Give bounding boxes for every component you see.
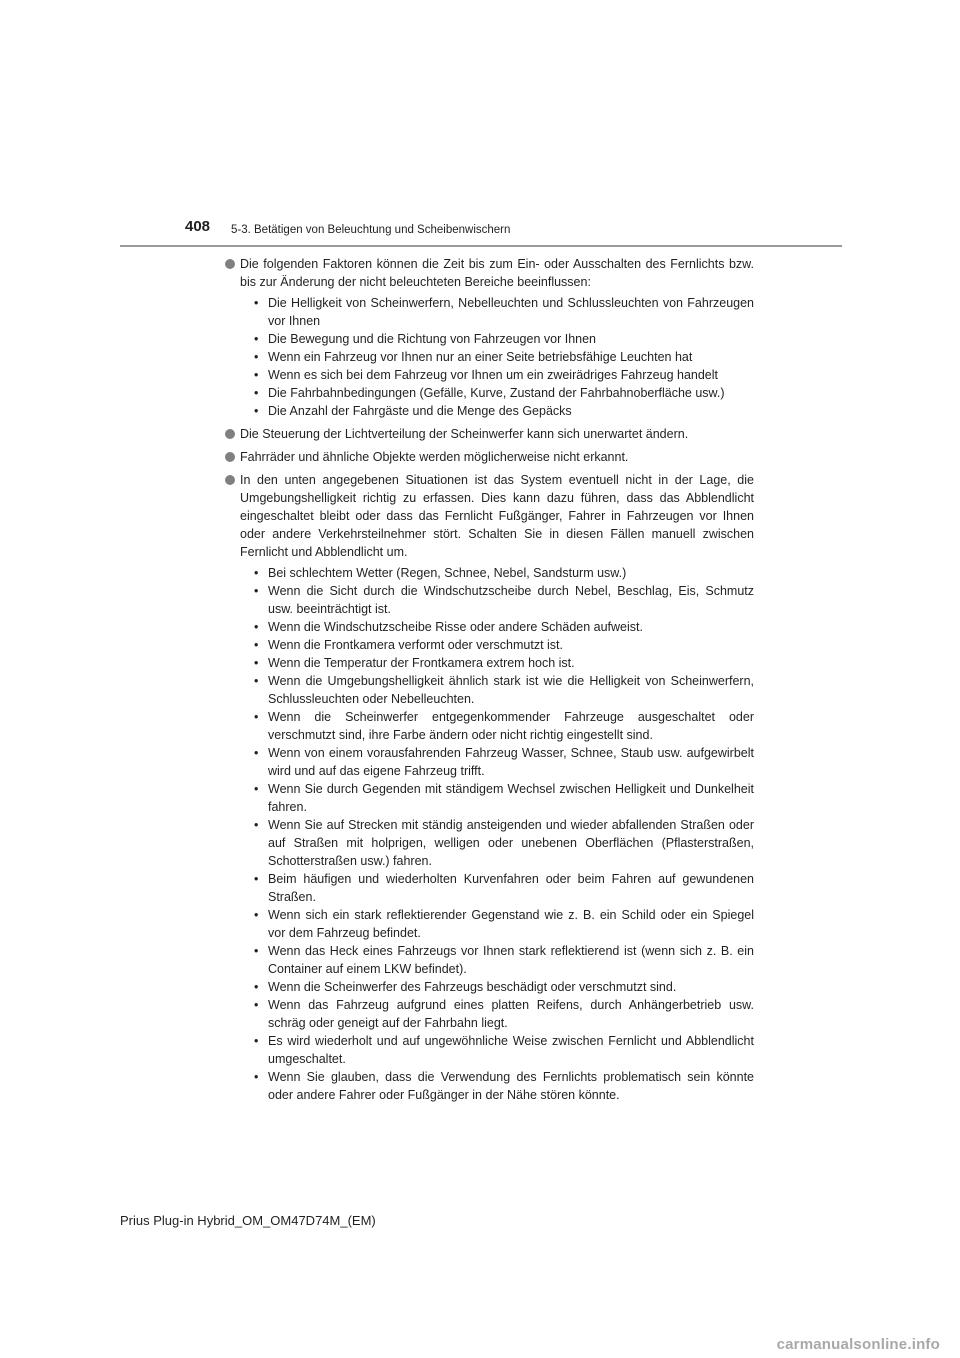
dot-bullet-icon: • <box>254 818 259 832</box>
list-item-text: Wenn Sie auf Strecken mit ständig ansteigenden und wieder abfallenden Straßen oder auf Straßen mit holprigen, welligen oder unebenen Oberflächen (Pflasterstraßen, Schotterstraßen usw.) fahren. <box>268 818 754 868</box>
list-item-text: Die Bewegung und die Richtung von Fahrzeugen vor Ihnen <box>268 332 596 346</box>
dot-bullet-icon: • <box>254 566 259 580</box>
paragraph-bicycles <box>222 448 754 466</box>
list-item <box>254 780 754 816</box>
list-item <box>254 636 754 654</box>
list-item-text: Wenn die Frontkamera verformt oder verschmutzt ist. <box>268 638 564 652</box>
main-content <box>222 255 754 1109</box>
paragraph-text: Die Steuerung der Lichtverteilung der Scheinwerfer kann sich unerwartet ändern. <box>240 427 689 441</box>
section-title: 5-3. Betätigen von Beleuchtung und Scheibenwischern <box>231 224 511 236</box>
list-item <box>254 294 754 330</box>
dot-bullet-icon: • <box>254 980 259 994</box>
paragraph-text: Fahrräder und ähnliche Objekte werden möglicherweise nicht erkannt. <box>240 450 629 464</box>
circle-bullet-icon <box>225 475 235 485</box>
dot-bullet-icon: • <box>254 1070 259 1084</box>
circle-bullet-icon <box>225 452 235 462</box>
list-item <box>254 654 754 672</box>
list-item-text: Die Helligkeit von Scheinwerfern, Nebelleuchten und Schlussleuchten von Fahrzeugen vor Ihnen <box>268 296 754 328</box>
list-item <box>254 618 754 636</box>
dot-bullet-icon: • <box>254 296 259 310</box>
list-item <box>254 870 754 906</box>
footer-doc-id: Prius Plug-in Hybrid_OM_OM47D74M_(EM) <box>120 1213 376 1228</box>
list-item <box>254 906 754 942</box>
dot-bullet-icon: • <box>254 332 259 346</box>
dot-bullet-icon: • <box>254 908 259 922</box>
dot-bullet-icon: • <box>254 620 259 634</box>
list-item-text: Wenn Sie durch Gegenden mit ständigem Wechsel zwischen Helligkeit und Dunkelheit fahren. <box>268 782 754 814</box>
list-item <box>254 330 754 348</box>
dot-bullet-icon: • <box>254 404 259 418</box>
dot-bullet-icon: • <box>254 584 259 598</box>
dot-bullet-icon: • <box>254 368 259 382</box>
list-item-text: Wenn die Windschutzscheibe Risse oder andere Schäden aufweist. <box>268 620 643 634</box>
paragraph-light-distribution <box>222 425 754 443</box>
list-item-text: Wenn Sie glauben, dass die Verwendung des Fernlichts problematisch sein könnte oder andere Fahrer oder Fußgänger in der Nähe stören könnte. <box>268 1070 754 1102</box>
page-number: 408 <box>185 218 211 235</box>
dot-bullet-icon: • <box>254 998 259 1012</box>
list-item-text: Wenn von einem vorausfahrenden Fahrzeug Wasser, Schnee, Staub usw. aufgewirbelt wird und auf das eigene Fahrzeug trifft. <box>268 746 754 778</box>
list-item-text: Wenn das Fahrzeug aufgrund eines platten Reifens, durch Anhängerbetrieb usw. schräg oder geneigt auf der Fahrbahn liegt. <box>268 998 754 1030</box>
paragraph-text: In den unten angegebenen Situationen ist das System eventuell nicht in der Lage, die Umgebungshelligkeit richtig zu erfassen. Dies kann dazu führen, dass das Abblendlicht eingeschaltet bleibt oder dass das Fernlicht Fußgänger, Fahrer in Fahrzeugen vor Ihnen oder andere Verkehrsteilnehmer stört. Schalten Sie in diesen Fällen manuell zwischen Fernlicht und Abblendlicht um. <box>240 473 754 559</box>
dot-bullet-icon: • <box>254 350 259 364</box>
paragraph-factors <box>222 255 754 420</box>
list-item-text: Wenn das Heck eines Fahrzeugs vor Ihnen stark reflektierend ist (wenn sich z. B. ein Container auf einem LKW befindet). <box>268 944 754 976</box>
list-item-text: Bei schlechtem Wetter (Regen, Schnee, Nebel, Sandsturm usw.) <box>268 566 627 580</box>
list-item-text: Es wird wiederholt und auf ungewöhnliche Weise zwischen Fernlicht und Abblendlicht umgeschaltet. <box>268 1034 754 1066</box>
watermark: carmanualsonline.info <box>776 1336 940 1353</box>
list-item <box>254 348 754 366</box>
paragraph-situations <box>222 471 754 1104</box>
circle-bullet-icon <box>225 259 235 269</box>
list-item <box>254 942 754 978</box>
list-item-text: Wenn die Temperatur der Frontkamera extrem hoch ist. <box>268 656 575 670</box>
list-item <box>254 384 754 402</box>
list-item <box>254 402 754 420</box>
dot-bullet-icon: • <box>254 674 259 688</box>
list-item <box>254 816 754 870</box>
situation-list <box>240 564 754 1104</box>
dot-bullet-icon: • <box>254 944 259 958</box>
list-item <box>254 708 754 744</box>
circle-bullet-icon <box>225 429 235 439</box>
list-item <box>254 744 754 780</box>
paragraph-text: Die folgenden Faktoren können die Zeit bis zum Ein- oder Ausschalten des Fernlichts bzw. bis zur Änderung der nicht beleuchteten Bereiche beeinflussen: <box>240 257 754 289</box>
dot-bullet-icon: • <box>254 872 259 886</box>
list-item <box>254 996 754 1032</box>
list-item-text: Wenn die Scheinwerfer entgegenkommender Fahrzeuge ausgeschaltet oder verschmutzt sind, ihre Farbe ändern oder nicht richtig eingestellt sind. <box>268 710 754 742</box>
dot-bullet-icon: • <box>254 386 259 400</box>
list-item <box>254 564 754 582</box>
list-item-text: Wenn die Sicht durch die Windschutzscheibe durch Nebel, Beschlag, Eis, Schmutz usw. beeinträchtigt ist. <box>268 584 754 616</box>
list-item <box>254 582 754 618</box>
list-item-text: Wenn ein Fahrzeug vor Ihnen nur an einer Seite betriebsfähige Leuchten hat <box>268 350 693 364</box>
dot-bullet-icon: • <box>254 656 259 670</box>
header-divider <box>120 245 842 247</box>
list-item-text: Beim häufigen und wiederholten Kurvenfahren oder beim Fahren auf gewundenen Straßen. <box>268 872 754 904</box>
dot-bullet-icon: • <box>254 782 259 796</box>
factor-list <box>240 294 754 420</box>
list-item <box>254 672 754 708</box>
list-item-text: Die Anzahl der Fahrgäste und die Menge des Gepäcks <box>268 404 572 418</box>
list-item <box>254 978 754 996</box>
dot-bullet-icon: • <box>254 638 259 652</box>
list-item <box>254 1032 754 1068</box>
list-item-text: Wenn die Scheinwerfer des Fahrzeugs beschädigt oder verschmutzt sind. <box>268 980 677 994</box>
list-item <box>254 366 754 384</box>
list-item-text: Wenn sich ein stark reflektierender Gegenstand wie z. B. ein Schild oder ein Spiegel vor dem Fahrzeug befindet. <box>268 908 754 940</box>
dot-bullet-icon: • <box>254 1034 259 1048</box>
list-item-text: Wenn die Umgebungshelligkeit ähnlich stark ist wie die Helligkeit von Scheinwerfern, Schlussleuchten oder Nebelleuchten. <box>268 674 754 706</box>
list-item-text: Wenn es sich bei dem Fahrzeug vor Ihnen um ein zweirädriges Fahrzeug handelt <box>268 368 719 382</box>
list-item-text: Die Fahrbahnbedingungen (Gefälle, Kurve, Zustand der Fahrbahnoberfläche usw.) <box>268 386 725 400</box>
dot-bullet-icon: • <box>254 710 259 724</box>
list-item <box>254 1068 754 1104</box>
dot-bullet-icon: • <box>254 746 259 760</box>
